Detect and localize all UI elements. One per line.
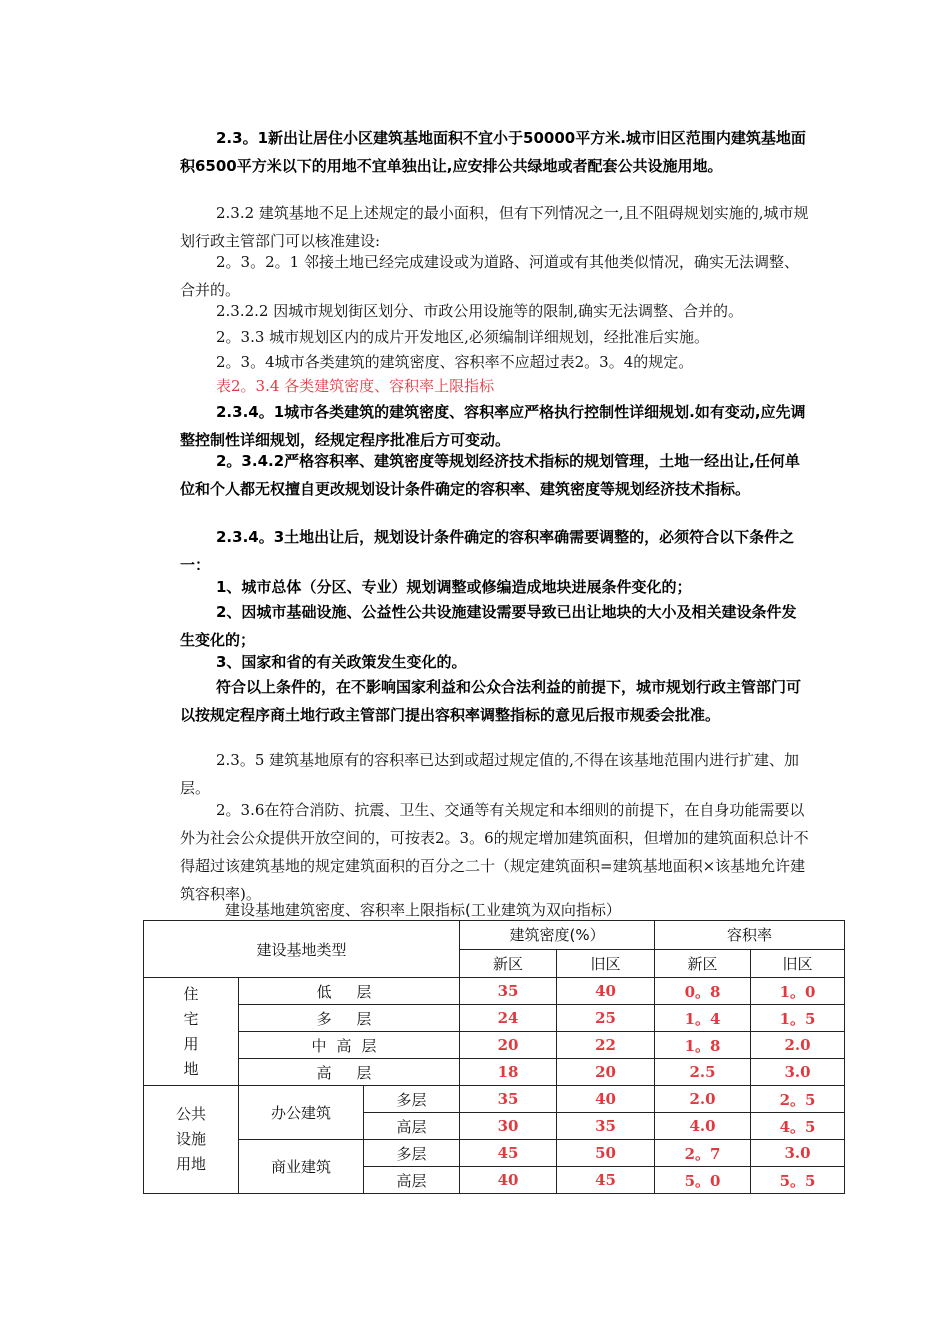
table-row: [144, 1059, 845, 1086]
table-row: [144, 1086, 845, 1113]
header-density: 建筑密度(%）: [460, 921, 655, 950]
paragraph-2-3-2: 2.3.2 建筑基地不足上述规定的最小面积，但有下列情况之一,且不阻碍规划实施的,城市规划行政主管部门可以核准建设:: [180, 204, 809, 250]
far-new-value: 2。7: [655, 1140, 751, 1167]
paragraph-2-3-1: 2.3。1新出让居住小区建筑基地面积不宜小于50000平方米.城市旧区范围内建筑基地面积6500平方米以下的用地不宜单独出让,应安排公共绿地或者配套公共设施用地。: [180, 129, 806, 175]
public-facility-label: [144, 1086, 239, 1194]
approval-paragraph: 符合以上条件的，在不影响国家利益和公众合法利益的前提下，城市规划行政主管部门可以按规定程序商土地行政主管部门提出容积率调整指标的意见后报市规委会批准。: [180, 678, 802, 724]
paragraph-2-3-4-2: 2。3.4.2严格容积率、建筑密度等规划经济技术指标的规划管理，土地一经出让,任何单位和个人都无权擅自更改规划设计条件确定的容积率、建筑密度等规划经济技术指标。: [180, 452, 800, 498]
far-old-value: 1。5: [751, 1005, 845, 1032]
density-new-value: 30: [460, 1113, 557, 1140]
table-row: [144, 978, 845, 1005]
table-caption: 建设基地建筑密度、容积率上限指标(工业建筑为双向指标）: [225, 901, 621, 919]
paragraph-2-3-6: 2。3.6在符合消防、抗震、卫生、交通等有关规定和本细则的前提下，在自身功能需要以外为社会公众提供开放空间的，可按表2。3。6的规定增加建筑面积，但增加的建筑面积总计不得超过该建筑基地的规定建筑面积的百分之二十（规定建筑面积=建筑基地面积×该基地允许建筑容积率)。: [180, 801, 809, 903]
far-new-value: 5。0: [655, 1167, 751, 1194]
paragraph-2-3-5: 2.3。5 建筑基地原有的容积率已达到或超过规定值的,不得在该基地范围内进行扩建、加层。: [180, 751, 799, 797]
row-label: 高 层: [239, 1059, 460, 1086]
paragraph-2-3-3: 2。3.3 城市规划区内的成片开发地区,必须编制详细规划，经批准后实施。: [216, 328, 709, 346]
far-old-value: 1。0: [751, 978, 845, 1005]
density-old-value: 35: [557, 1113, 655, 1140]
far-new-value: 2.5: [655, 1059, 751, 1086]
public-label-line: 公共: [175, 1105, 206, 1123]
row-label: 多层: [364, 1086, 460, 1113]
density-new-value: 35: [460, 978, 557, 1005]
density-new-value: 35: [460, 1086, 557, 1113]
row-label: 中高层: [239, 1032, 460, 1059]
far-new-value: 0。8: [655, 978, 751, 1005]
density-old-value: 50: [557, 1140, 655, 1167]
row-label: 高层: [364, 1167, 460, 1194]
paragraph-2-3-2-2: 2.3.2.2 因城市规划街区划分、市政公用设施等的限制,确实无法调整、合并的。: [216, 302, 744, 320]
header-density-old: 旧区: [557, 949, 655, 978]
table-row: [144, 1005, 845, 1032]
far-old-value: 3.0: [751, 1140, 845, 1167]
condition-2: 2、因城市基础设施、公益性公共设施建设需要导致已出让地块的大小及相关建设条件发生变化的；: [180, 603, 797, 649]
density-new-value: 20: [460, 1032, 557, 1059]
density-old-value: 22: [557, 1032, 655, 1059]
density-new-value: 45: [460, 1140, 557, 1167]
public-label-line: 用地: [175, 1155, 206, 1173]
public-label-line: 设施: [175, 1130, 206, 1148]
paragraph-2-3-4: 2。3。4城市各类建筑的建筑密度、容积率不应超过表2。3。4的规定。: [216, 353, 694, 371]
density-new-value: 18: [460, 1059, 557, 1086]
residential-label: [144, 978, 239, 1086]
header-far-old: 旧区: [751, 949, 845, 978]
row-label: 多 层: [239, 1005, 460, 1032]
far-new-value: 1。4: [655, 1005, 751, 1032]
row-label: 高层: [364, 1113, 460, 1140]
density-new-value: 24: [460, 1005, 557, 1032]
office-building-label: 办公建筑: [239, 1086, 364, 1140]
table-reference-red: 表2。3.4 各类建筑密度、容积率上限指标: [216, 377, 495, 395]
row-label: 低 层: [239, 978, 460, 1005]
far-old-value: 2。5: [751, 1086, 845, 1113]
paragraph-2-3-4-1: 2.3.4。1城市各类建筑的建筑密度、容积率应严格执行控制性详细规划.如有变动,应先调整控制性详细规划，经规定程序批准后方可变动。: [180, 403, 806, 449]
row-label: 多层: [364, 1140, 460, 1167]
header-far-new: 新区: [655, 949, 751, 978]
condition-3: 3、国家和省的有关政策发生变化的。: [216, 653, 467, 671]
far-new-value: 2.0: [655, 1086, 751, 1113]
far-old-value: 5。5: [751, 1167, 845, 1194]
header-type: 建设基地类型: [144, 921, 460, 978]
header-far: 容积率: [655, 921, 845, 950]
density-old-value: 20: [557, 1059, 655, 1086]
paragraph-2-3-2-1: 2。3。2。1 邻接土地已经完成建设或为道路、河道或有其他类似情况，确实无法调整、合并的。: [180, 253, 799, 299]
commercial-building-label: 商业建筑: [239, 1140, 364, 1194]
density-far-table: [143, 920, 845, 1194]
table-row: [144, 1140, 845, 1167]
far-new-value: 4.0: [655, 1113, 751, 1140]
table-row: [144, 1032, 845, 1059]
density-old-value: 40: [557, 978, 655, 1005]
density-old-value: 40: [557, 1086, 655, 1113]
condition-1: 1、城市总体（分区、专业）规划调整或修编造成地块进展条件变化的；: [216, 578, 692, 596]
density-new-value: 40: [460, 1167, 557, 1194]
far-old-value: 4。5: [751, 1113, 845, 1140]
table-header-row-1: [144, 921, 845, 950]
header-density-new: 新区: [460, 949, 557, 978]
far-old-value: 2.0: [751, 1032, 845, 1059]
paragraph-2-3-4-3: 2.3.4。3土地出让后，规划设计条件确定的容积率确需要调整的，必须符合以下条件之一：: [180, 528, 795, 574]
density-old-value: 25: [557, 1005, 655, 1032]
far-old-value: 3.0: [751, 1059, 845, 1086]
residential-label-text: 住宅用地: [183, 984, 199, 1078]
density-old-value: 45: [557, 1167, 655, 1194]
far-new-value: 1。8: [655, 1032, 751, 1059]
